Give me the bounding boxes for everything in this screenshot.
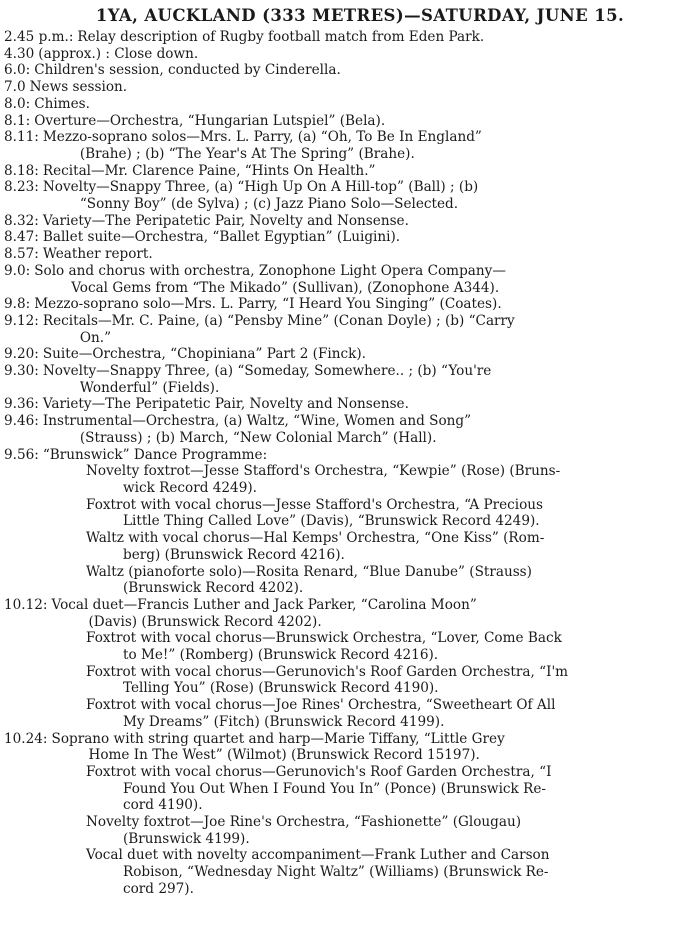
sub-entry-line: Waltz (pianoforte solo)—Rosita Renard, “Blue Danube” (Strauss) [86, 563, 532, 580]
sub-entry-line: Foxtrot with vocal chorus—Gerunovich's Roof Garden Orchestra, “I'm [86, 663, 569, 680]
entry-time: 8.23: [4, 179, 39, 196]
entry-line: Variety—The Peripatetic Pair, Novelty and Nonsense. [42, 396, 409, 413]
entry-description [43, 413, 696, 446]
sub-entry [0, 697, 700, 730]
programme-entry [0, 79, 700, 96]
programme-entry [0, 29, 700, 46]
entry-description [43, 396, 696, 413]
entry-line: On.” [79, 329, 112, 346]
entry-line: (approx.) : Close down. [38, 45, 199, 62]
sub-entry [0, 463, 700, 496]
sub-entry-line: Little Thing Called Love” (Davis), “Brunswick Record 4249). [123, 513, 540, 530]
entry-description [38, 46, 696, 63]
entry-description [43, 229, 696, 246]
entry-description [43, 363, 696, 396]
sub-entry-line: Foxtrot with vocal chorus—Gerunovich's Roof Garden Orchestra, “I [86, 763, 552, 780]
entry-time: 9.36: [4, 396, 39, 413]
entry-time: 9.8: [4, 296, 31, 313]
entry-line: Instrumental—Orchestra, (a) Waltz, “Wine, Women and Song” [42, 413, 472, 430]
sub-entry-line: Found You Out When I Found You In” (Ponce) (Brunswick Re- [123, 780, 546, 797]
programme-entry [0, 62, 700, 79]
entry-description [43, 346, 696, 363]
entry-line: Recital—Mr. Clarence Paine, “Hints On Health.” [42, 162, 376, 179]
entry-description [34, 96, 696, 113]
entry-line: Solo and chorus with orchestra, Zonophone Light Opera Company— [34, 262, 506, 279]
entry-line: Soprano with string quartet and harp—Marie Tiffany, “Little Grey [51, 730, 505, 747]
sub-entry [0, 630, 700, 663]
programme-entry [0, 263, 700, 296]
programme-entry [0, 129, 700, 162]
sub-entry [0, 847, 700, 897]
entry-time: 4.30 [4, 45, 35, 62]
entry-time: 9.30: [4, 363, 39, 380]
entry-line: Recitals—Mr. C. Paine, (a) “Pensby Mine” (Conan Doyle) ; (b) “Carry [42, 312, 515, 329]
sub-entry [0, 664, 700, 697]
entry-time: 8.57: [4, 246, 39, 263]
entry-time: 2.45 p.m.: [4, 29, 74, 45]
entry-line: Overture—Orchestra, “Hungarian Lutspiel” (Bela). [34, 112, 386, 129]
entry-time: 8.18: [4, 162, 39, 179]
entry-line: Wonderful” (Fields). [79, 379, 220, 396]
entry-line: Weather report. [42, 246, 153, 263]
sub-entry-line: wick Record 4249). [123, 479, 257, 496]
entry-time: 8.1: [4, 112, 31, 129]
programme-entry [0, 447, 700, 464]
programme-heading: 1YA, AUCKLAND (333 METRES)—SATURDAY, JUNE 15. [95, 6, 625, 25]
entry-line: Chimes. [34, 95, 90, 112]
entry-description [43, 163, 696, 180]
programme-entry [0, 296, 700, 313]
entry-time: 9.20: [4, 346, 39, 363]
sub-entry-line: (Brunswick Record 4202). [123, 580, 304, 597]
sub-entry-line: Foxtrot with vocal chorus—Joe Rines' Orchestra, “Sweetheart Of All [86, 697, 556, 714]
programme-entry [0, 313, 700, 346]
entry-time: 9.12: [4, 312, 39, 329]
entry-line: News session. [29, 79, 128, 96]
programme-entry [0, 363, 700, 396]
programme-entry [0, 113, 700, 130]
entry-time: 8.11: [4, 129, 39, 146]
entry-description [43, 213, 696, 230]
sub-entry-line: cord 297). [123, 880, 194, 897]
entry-line: “Sonny Boy” (de Sylva) ; (c) Jazz Piano Solo—Selected. [79, 196, 459, 213]
entry-line: (Strauss) ; (b) March, “New Colonial March” (Hall). [79, 429, 437, 446]
sub-entry-line: Telling You” (Rose) (Brunswick Record 4190). [123, 680, 439, 697]
entry-description [43, 179, 696, 212]
entry-description [52, 731, 697, 764]
entry-description [43, 447, 696, 464]
entry-line: Vocal Gems from “The Mikado” (Sullivan), (Zonophone A344). [71, 279, 500, 296]
entry-description [34, 263, 696, 296]
entry-time: 7.0 [4, 79, 26, 96]
programme-list [0, 29, 700, 898]
sub-entry-line: Foxtrot with vocal chorus—Jesse Stafford's Orchestra, “A Precious [86, 496, 544, 513]
entry-time: 8.32: [4, 212, 39, 229]
entry-time: 10.12: [4, 596, 48, 613]
sub-entry-line: Robison, “Wednesday Night Waltz” (Williams) (Brunswick Re- [123, 864, 549, 881]
entry-line: Novelty—Snappy Three, (a) “High Up On A Hill-top” (Ball) ; (b) [42, 179, 479, 196]
entry-time: 9.0: [4, 262, 31, 279]
sub-entry [0, 764, 700, 814]
entry-line: (Davis) (Brunswick Record 4202). [88, 613, 322, 630]
entry-line: Mezzo-soprano solos—Mrs. L. Parry, (a) “Oh, To Be In England” [42, 129, 482, 146]
entry-time: 8.0: [4, 95, 31, 112]
sub-entry [0, 497, 700, 530]
entry-time: 9.56: [4, 446, 39, 463]
sub-entry-line: Novelty foxtrot—Joe Rine's Orchestra, “Fashionette” (Glougau) [86, 814, 522, 831]
entry-line: Children's session, conducted by Cinderella. [34, 62, 341, 79]
sub-entry-line: berg) (Brunswick Record 4216). [123, 546, 345, 563]
entry-time: 10.24: [4, 730, 48, 747]
programme-entry [0, 163, 700, 180]
sub-entry-line: My Dreams” (Fitch) (Brunswick Record 4199). [123, 713, 445, 730]
entry-line: Variety—The Peripatetic Pair, Novelty and Nonsense. [42, 212, 409, 229]
entry-line: Vocal duet—Francis Luther and Jack Parker, “Carolina Moon” [51, 596, 477, 613]
entry-line: Mezzo-soprano solo—Mrs. L. Parry, “I Heard You Singing” (Coates). [34, 296, 502, 313]
entry-line: Suite—Orchestra, “Chopiniana” Part 2 (Finck). [42, 346, 366, 363]
sub-entry-line: cord 4190). [123, 797, 203, 814]
entry-line: Ballet suite—Orchestra, “Ballet Egyptian” (Luigini). [42, 229, 401, 246]
entry-line: (Brahe) ; (b) “The Year's At The Spring” (Brahe). [79, 145, 415, 162]
programme-entry [0, 229, 700, 246]
sub-entry-line: Novelty foxtrot—Jesse Stafford's Orchestra, “Kewpie” (Rose) (Bruns- [86, 463, 561, 480]
sub-entry-line: to Me!” (Romberg) (Brunswick Record 4216). [123, 647, 439, 664]
programme-entry [0, 396, 700, 413]
sub-entry [0, 530, 700, 563]
sub-entry [0, 564, 700, 597]
sub-entry-line: Waltz with vocal chorus—Hal Kemps' Orchestra, “One Kiss” (Rom- [86, 530, 545, 547]
programme-entry [0, 597, 700, 630]
sub-entry-line: Vocal duet with novelty accompaniment—Frank Luther and Carson [86, 847, 550, 864]
programme-entry [0, 213, 700, 230]
entry-line: Home In The West” (Wilmot) (Brunswick Record 15197). [88, 747, 480, 764]
programme-entry [0, 731, 700, 764]
entry-time: 6.0: [4, 62, 31, 79]
entry-description [43, 246, 696, 263]
entry-line: Relay description of Rugby football match from Eden Park. [77, 29, 485, 45]
sub-entry-line: Foxtrot with vocal chorus—Brunswick Orchestra, “Lover, Come Back [86, 630, 562, 647]
entry-time: 9.46: [4, 413, 39, 430]
sub-entry [0, 814, 700, 847]
entry-time: 8.47: [4, 229, 39, 246]
sub-entry-line: (Brunswick 4199). [123, 830, 250, 847]
entry-description [43, 129, 696, 162]
programme-entry [0, 179, 700, 212]
programme-entry [0, 96, 700, 113]
entry-description [30, 79, 696, 96]
entry-line: Novelty—Snappy Three, (a) “Someday, Somewhere.. ; (b) “You're [42, 363, 492, 380]
entry-description [52, 597, 697, 630]
entry-line: “Brunswick” Dance Programme: [42, 446, 268, 463]
entry-description [34, 62, 696, 79]
programme-entry [0, 246, 700, 263]
programme-entry [0, 46, 700, 63]
entry-description [34, 296, 696, 313]
programme-entry [0, 413, 700, 446]
entry-description [34, 113, 696, 130]
entry-description [77, 29, 696, 46]
entry-description [43, 313, 696, 346]
programme-entry [0, 346, 700, 363]
